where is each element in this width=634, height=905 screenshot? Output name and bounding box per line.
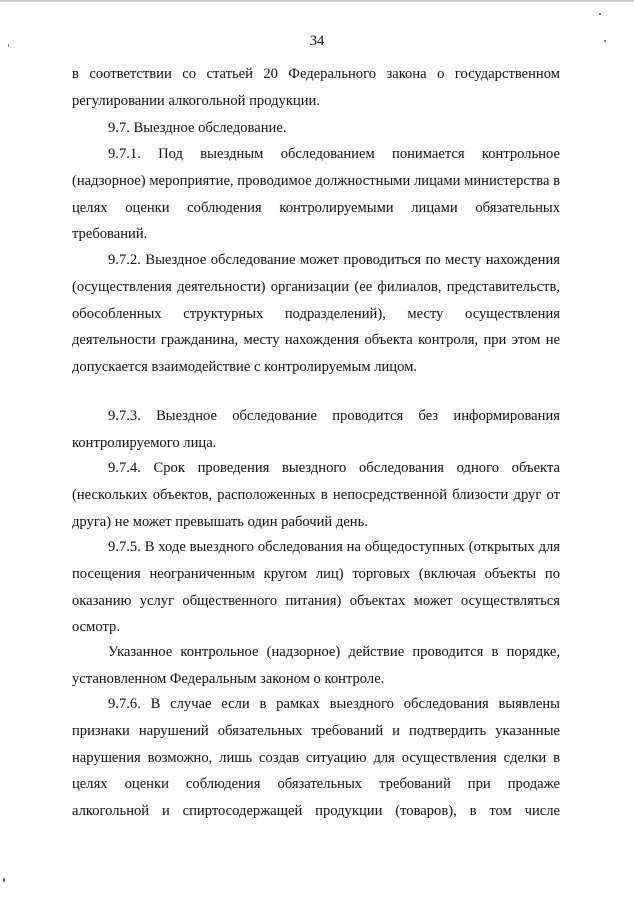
paragraph-9-7-1: 9.7.1. Под выездным обследованием понимается контрольное (надзорное) мероприятие, проводимое должностными лицами министерства в целях оценки соблюдения контролируемыми лицами обязательных требований. <box>72 146 560 243</box>
scan-speck <box>599 13 601 15</box>
paragraph-9-7-5: 9.7.5. В ходе выездного обследования на общедоступных (открытых для посещения неограниченным кругом лиц) торговых (включая объекты по оказанию услуг общественного питания) объектах может осуществляться осмотр. <box>72 539 560 636</box>
paragraph-9-7-4: 9.7.4. Срок проведения выездного обследования одного объекта (нескольких объектов, расположенных в непосредственной близости друг от друга) не может превышать один рабочий день. <box>72 460 560 530</box>
scan-speck <box>8 44 9 47</box>
scan-speck <box>3 878 5 882</box>
paragraph-9-7-3: 9.7.3. Выездное обследование проводится без информирования контролируемого лица. <box>72 408 560 451</box>
paragraph-continuation: в соответствии со статьей 20 Федерального закона о государственном регулировании алкогольной продукции. <box>72 66 560 109</box>
scan-speck <box>604 40 606 42</box>
page-top-edge <box>0 0 634 2</box>
paragraph-9-7-6: 9.7.6. В случае если в рамках выездного обследования выявлены признаки нарушений обязательных требований и подтвердить указанные нарушения возможно, лишь создав ситуацию для осуществления сделки в целях оценки соблюдения обязательных требований при продаже алкогольной и спиртосодержащей продукции (товаров), в том числе <box>72 696 560 820</box>
paragraph-control-action: Указанное контрольное (надзорное) действие проводится в порядке, установленном Федеральным законом о контроле. <box>72 644 560 687</box>
paragraph-heading-9-7: 9.7. Выездное обследование. <box>108 120 287 136</box>
page-number: 34 <box>309 33 325 49</box>
paragraph-9-7-2: 9.7.2. Выездное обследование может проводиться по месту нахождения (осуществления деятельности) организации (ее филиалов, представительств, обособленных структурных подразделений), месту осуществления деятельности гражданина, месту нахождения объекта контроля, при этом не допускается взаимодействие с контролируемым лицом. <box>72 252 560 376</box>
